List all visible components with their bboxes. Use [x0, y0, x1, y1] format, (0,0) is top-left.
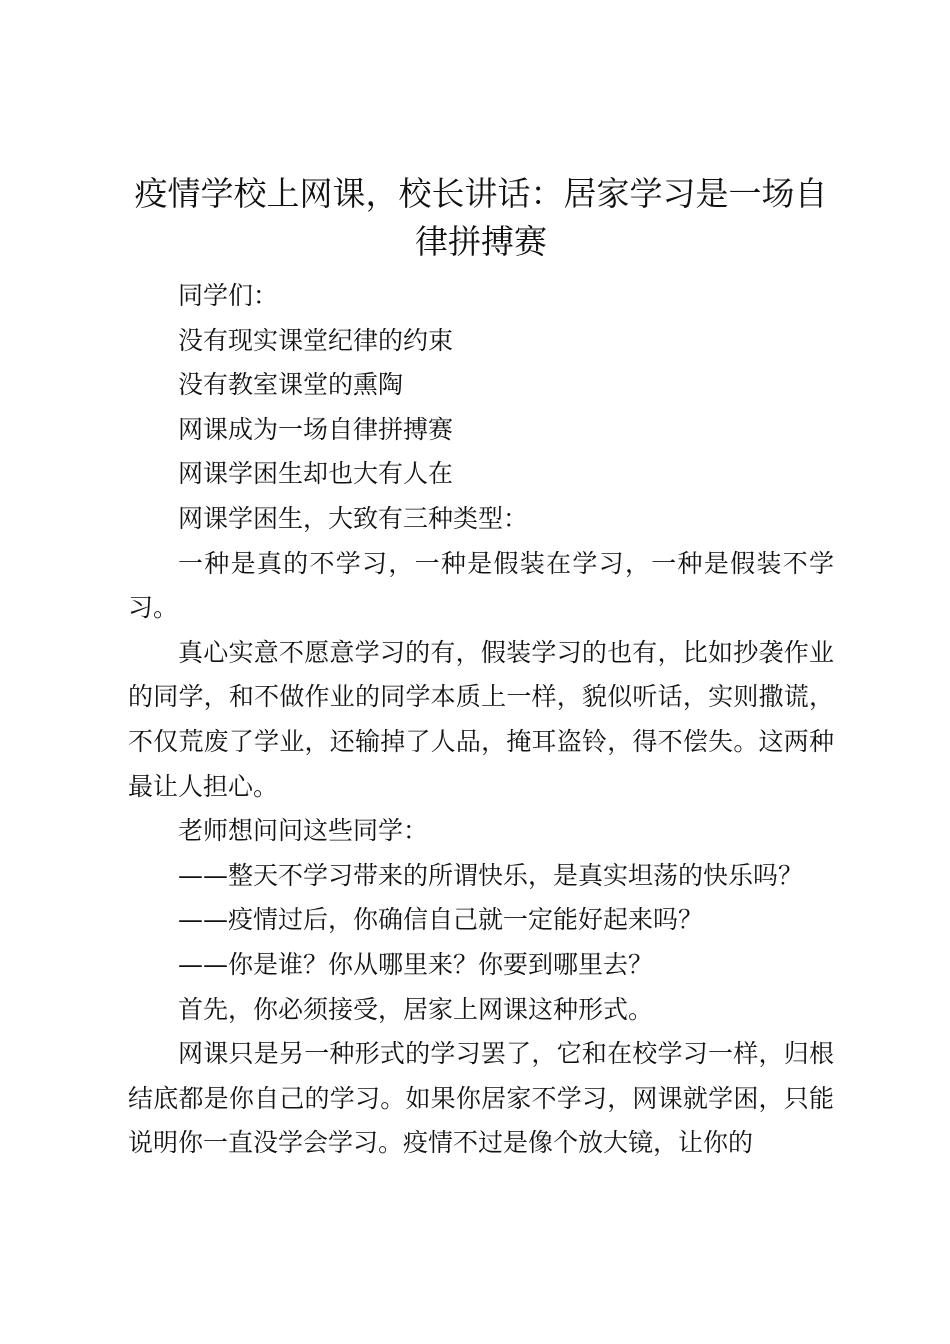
paragraph: 没有教室课堂的熏陶 — [178, 370, 404, 400]
paragraph: ——整天不学习带来的所谓快乐，是真实坦荡的快乐吗？ — [178, 860, 804, 890]
document-page — [128, 170, 834, 1166]
document-title: 疫情学校上网课，校长讲话：居家学习是一场自律拼搏赛 — [134, 174, 828, 261]
paragraph: 同学们： — [178, 281, 279, 310]
paragraph: 网课只是另一种形式的学习罢了，它和在校学习一样，归根结底都是你自己的学习。如果你居家不学习，网课就学困，只能说明你一直没学会学习。疫情不过是像个放大镜，让你的 — [128, 1039, 834, 1158]
paragraph: 首先，你必须接受，居家上网课这种形式。 — [178, 994, 654, 1024]
paragraph: ——你是谁？你从哪里来？你要到哪里去？ — [178, 949, 654, 979]
paragraph: 真心实意不愿意学习的有，假装学习的也有，比如抄袭作业的同学，和不做作业的同学本质上一样，貌似听话，实则撒谎，不仅荒废了学业，还输掉了人品，掩耳盗铃，得不偿失。这两种最让人担心。 — [128, 637, 834, 801]
paragraph: ——疫情过后，你确信自己就一定能好起来吗？ — [178, 905, 704, 935]
paragraph: 没有现实课堂纪律的约束 — [178, 325, 454, 355]
paragraph: 网课学困生，大致有三种类型： — [178, 503, 529, 533]
paragraph: 老师想问问这些同学： — [178, 816, 429, 846]
paragraph: 网课学困生却也大有人在 — [178, 459, 454, 489]
document-body — [128, 274, 834, 1166]
paragraph: 网课成为一场自律拼搏赛 — [178, 414, 454, 444]
paragraph: 一种是真的不学习，一种是假装在学习，一种是假装不学习。 — [128, 548, 834, 623]
